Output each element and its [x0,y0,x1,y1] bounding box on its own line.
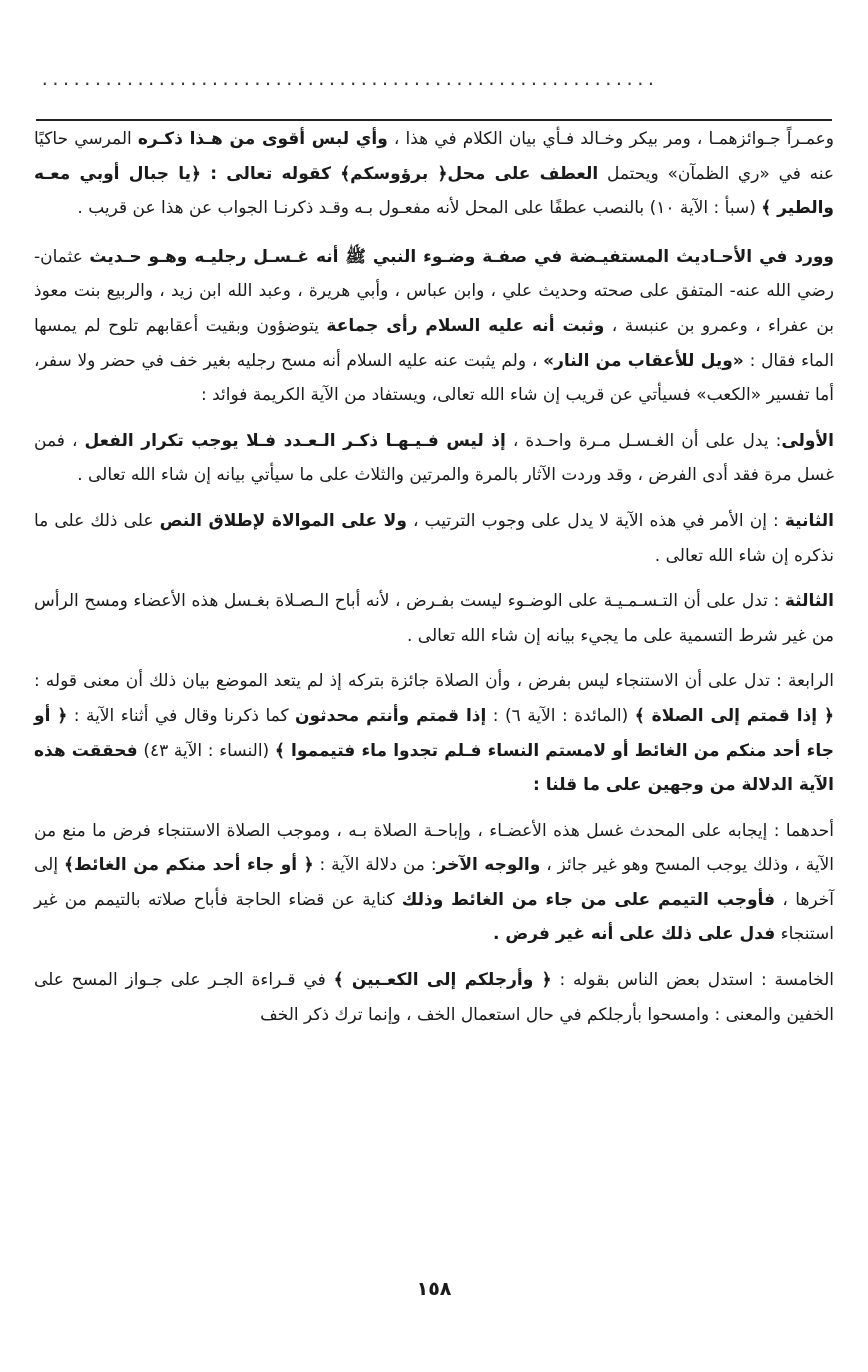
paragraph [34,504,834,573]
text-segment: وعمـراً جـوائزهمـا ، ومر بيكر وخـالد فـأي بيان الكلام في هذا ، [387,129,834,149]
header-dotted-line: .......................................................... [40,70,657,89]
text-segment: (المائدة : الآية ٦) : [486,705,635,726]
bold-text-segment: والوجه الآخر [436,855,541,876]
text-segment: إلى آخرها ، [34,855,834,910]
bold-text-segment: العطف على محل [447,163,599,184]
bold-text-segment: وأي لبس أقوى من هـذا ذكـره [137,129,388,149]
bold-text-segment: وثبت أنه عليه السلام رأى جماعة [326,315,605,336]
bold-text-segment: إذا قمتم وأنتم محدثون [295,705,487,726]
bold-text-segment: ﴿ أو جاء أحد منكم من الغائط أو لامستم النساء فـلم تجدوا ماء فتيمموا ﴾ [34,705,834,761]
bold-text-segment: ﴿ وأرجلكم إلى الكعـبين ﴾ [333,970,552,991]
bold-text-segment: الثانية [784,510,834,531]
text-segment: ، ولم يثبت عنه عليه السلام أنه مسح رجليه بغير خف في حضر ولا سفر، أما تفسير «الكعب» فسيأتي عن قريب إن شاء الله تعالى، ويستفاد من الآية الكريمة فوائد : [34,350,834,406]
text-segment: : تدل على أن التـسـمـيـة على الوضـوء ليست بفـرض ، لأنه أباح الـصـلاة بغـسل هذه الأعضاء ومسح الرأس من غير شرط التسمية على ما يجيء بيانه إن شاء الله تعالى . [34,591,834,646]
bold-text-segment: ﴿ برؤوسكم﴾ كقوله تعالى : ﴿يا جبال أوبي معـه والطير ﴾ [34,163,834,219]
bold-text-segment: فحققت هذه الآية الدلالة من وجهين على ما قلنا : [34,740,834,796]
text-segment: عثمان-رضي الله عنه- المتفق على صحته وحديث علي ، وابن عباس ، وأبي هريرة ، وعبد الله ابن زيد ، والربيع بنت معوذ بن عفراء ، وعمرو بن عنبسة ، [34,246,834,336]
paragraph [34,424,834,493]
text-segment: : إن الأمر في هذه الآية لا يدل على وجوب الترتيب ، [406,510,785,531]
text-segment: : تدل على أن الاستنجاء ليس بفرض ، وأن الصلاة جائزة بتركه إذ لم يتعد الموضع بيان ذلك أن معنى قوله : [34,671,788,692]
bold-text-segment: «ويل للأعقاب من النار» [543,350,744,371]
bold-text-segment: وورد في الأحـاديث المستفيـضة في صفـة وضـوء النبي ﷺ أنه غـسـل رجليـه وهـو حـديث [89,246,834,267]
text-segment: (النساء : الآية ٤٣) [137,740,275,761]
bold-text-segment: الأولى [781,430,834,451]
bold-text-segment: ولا على الموالاة لإطلاق النص [159,510,407,531]
paragraph [34,584,834,653]
text-segment: كما ذكرنا وقال في أثناء الآية : [67,705,296,726]
text-segment: الخامسة [774,970,834,991]
text-segment: يتوضؤون وبقيت أعقابهم تلوح لم يمسها الماء فقال : [34,315,835,371]
paragraph [34,240,834,413]
paragraph [34,814,834,952]
body-text [34,122,834,1043]
paragraph [34,664,834,802]
bold-text-segment: ﴿ إذا قمتم إلى الصلاة ﴾ [634,705,835,726]
text-segment: المرسي حاكيًا عنه في «ري الظمآن» ويحتمل [34,129,834,184]
bold-text-segment: فأوجب التيمم على من جاء من الغائط وذلك [401,889,776,910]
text-segment: أحدهما : إيجابه على المحدث غسل هذه الأعضـاء ، وإباحـة الصلاة بـه ، وموجب الصلاة الاستنجاء فرض ما منع من الآية ، وذلك يوجب المسح وهو غير جائز ، [34,820,834,876]
header-rule [36,119,832,121]
paragraph [34,963,834,1032]
text-segment: (سبأ : الآية ١٠) بالنصب عطفًا على المحل لأنه مفعـول بـه وقـد ذكرنـا الجواب عن هذا عن قريب . [77,198,762,219]
paragraph [34,122,834,226]
bold-text-segment: الثالثة [784,591,834,612]
bold-text-segment: إذ ليس فـيـهـا ذكـر الـعـدد فـلا يوجب تكرار الفعل [84,430,506,451]
text-segment: على ذلك على ما نذكره إن شاء الله تعالى . [34,510,834,566]
text-segment: ، فمن غسل مرة فقد أدى الفرض ، وقد وردت الآثار بالمرة والمرتين والثلاث على ما سيأتي بيانه إن شاء الله تعالى . [34,430,834,486]
text-segment: الرابعة [787,671,834,692]
text-segment: : من دلالة الآية : [313,855,437,876]
page-number: ١٥٨ [416,1278,452,1300]
bold-text-segment: ﴿ أو جاء أحد منكم من الغائط﴾ [64,855,314,876]
bold-text-segment: فدل على ذلك على أنه غير فرض . [492,924,776,945]
text-segment: في قـراءة الجـر على جـواز المسح على الخفين والمعنى : وامسحوا بأرجلكم في حال استعمال الخف ، وإنما ترك ذكر الخف [34,970,834,1025]
text-segment: كناية عن قضاء الحاجة فأباح صلاته بالتيمم من غير استنجاء [34,889,834,945]
text-segment: : يدل على أن الغـسـل مـرة واحـدة ، [505,430,782,451]
text-segment: : استدل بعض الناس بقوله : [551,970,775,991]
